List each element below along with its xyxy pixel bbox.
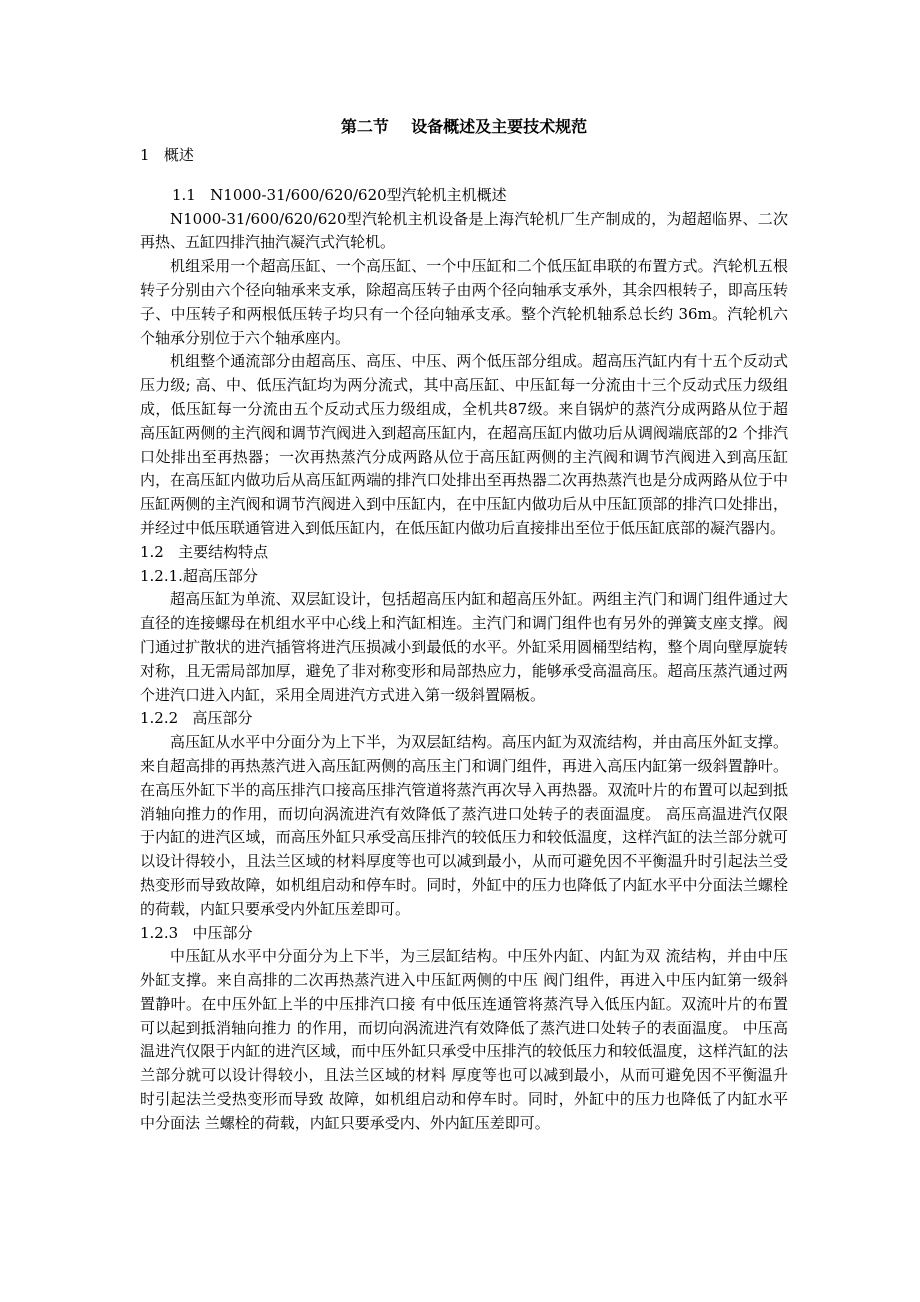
subsection-heading-1-1: 1.1 N1000-31/600/620/620型汽轮机主机概述 — [172, 185, 507, 204]
document-page — [140, 112, 788, 1136]
section-heading-overview: 1 概述 — [140, 146, 194, 164]
subsection-heading-1-2-1: 1.2.1.超高压部分 — [140, 566, 258, 585]
subsection-heading-1-2: 1.2 主要结构特点 — [140, 542, 269, 561]
paragraph-layout: 机组采用一个超高压缸、一个高压缸、一个中压缸和二个低压缸串联的布置方式。汽轮机五根转子分别由六个径向轴承来支承，除超高压转子由两个径向轴承支承外，其余四根转子，即高压转子、中压转子和两根低压转子均只有一个径向轴承支承。整个汽轮机轴系总长约 36m。汽轮机六个轴承分别位于六个轴承座内。 — [140, 257, 788, 347]
subsection-heading-1-2-2: 1.2.2 高压部分 — [140, 709, 253, 728]
paragraph-hp-section: 高压缸从水平中分面分为上下半，为双层缸结构。高压内缸为双流结构，并由高压外缸支撑。来自超高排的再热蒸汽进入高压缸两侧的高压主门和调门组件，再进入高压内缸第一级斜置静叶。在高压外缸下半的高压排汽口接高压排汽管道将蒸汽再次导入再热器。双流叶片的布置可以起到抵消轴向推力的作用，而切向涡流进汽有效降低了蒸汽进口处转子的表面温度。 高压高温进汽仅限于内缸的进汽区域，而高压外缸只承受高压排汽的较低压力和较低温度，这样汽缸的法兰部分就可以设计得较小，且法兰区域的材料厚度等也可以减到最小，从而可避免因不平衡温升时引起法兰受热变形而导致故障，如机组启动和停车时。同时，外缸中的压力也降低了内缸水平中分面法兰螺栓的荷载，内缸只要承受内外缸压差即可。 — [140, 733, 788, 918]
subsection-heading-1-2-3: 1.2.3 中压部分 — [140, 923, 253, 942]
paragraph-intro: N1000-31/600/620/620型汽轮机主机设备是上海汽轮机厂生产制成的，为超超临界、二次再热、五缸四排汽抽汽凝汽式汽轮机。 — [140, 209, 788, 252]
paragraph-vhp-section: 超高压缸为单流、双层缸设计，包括超高压内缸和超高压外缸。两组主汽门和调门组件通过大直径的连接螺母在机组水平中心线上和汽缸相连。主汽门和调门组件也有另外的弹簧支座支撑。阀门通过扩散状的进汽插管将进汽压损减小到最低的水平。外缸采用圆桶型结构，整个周向壁厚旋转对称，且无需局部加厚，避免了非对称变形和局部热应力，能够承受高温高压。超高压蒸汽通过两个进汽口进入内缸，采用全周进汽方式进入第一级斜置隔板。 — [140, 590, 788, 704]
page-title: 第二节 设备概述及主要技术规范 — [340, 117, 588, 136]
paragraph-ip-section: 中压缸从水平中分面分为上下半，为三层缸结构。中压外内缸、内缸为双 流结构，并由中压外缸支撑。来自高排的二次再热蒸汽进入中压缸两侧的中压 阀门组件，再进入中压内缸第一级斜置静叶。在中压外缸上半的中压排汽口接 有中低压连通管将蒸汽导入低压内缸。双流叶片的布置可以起到抵消轴向推力 的作用，而切向涡流进汽有效降低了蒸汽进口处转子的表面温度。 中压高温进汽仅限于内缸的进汽区域，而中压外缸只承受中压排汽的较低压力和较低温度，这样汽缸的法兰部分就可以设计得较小，且法兰区域的材料 厚度等也可以减到最小，从而可避免因不平衡温升时引起法兰受热变形而导致 故障，如机组启动和停车时。同时，外缸中的压力也降低了内缸水平中分面法 兰螺栓的荷载，内缸只要承受内、外内缸压差即可。 — [140, 947, 788, 1132]
paragraph-flow-path: 机组整个通流部分由超高压、高压、中压、两个低压部分组成。超高压汽缸内有十五个反动式压力级; 高、中、低压汽缸均为两分流式，其中高压缸、中压缸每一分流由十三个反动式压力级组成，低压缸每一分流由五个反动式压力级组成，全机共87级。来自锅炉的蒸汽分成两路从位于超高压缸两侧的主汽阀和调节汽阀进入到超高压缸内，在超高压缸内做功后从调阀端底部的2 个排汽口处排出至再热器；一次再热蒸汽分成两路从位于高压缸两侧的主汽阀和调节汽阀进入到高压缸内，在高压缸内做功后从高压缸两端的排汽口处排出至再热器二次再热蒸汽也是分成两路从位于中压缸两侧的主汽阀和调节汽阀进入到中压缸内，在中压缸内做功后从中压缸顶部的排汽口处排出，并经过中低压联通管进入到低压缸内，在低压缸内做功后直接排出至位于低压缸底部的凝汽器内。 — [140, 352, 788, 537]
